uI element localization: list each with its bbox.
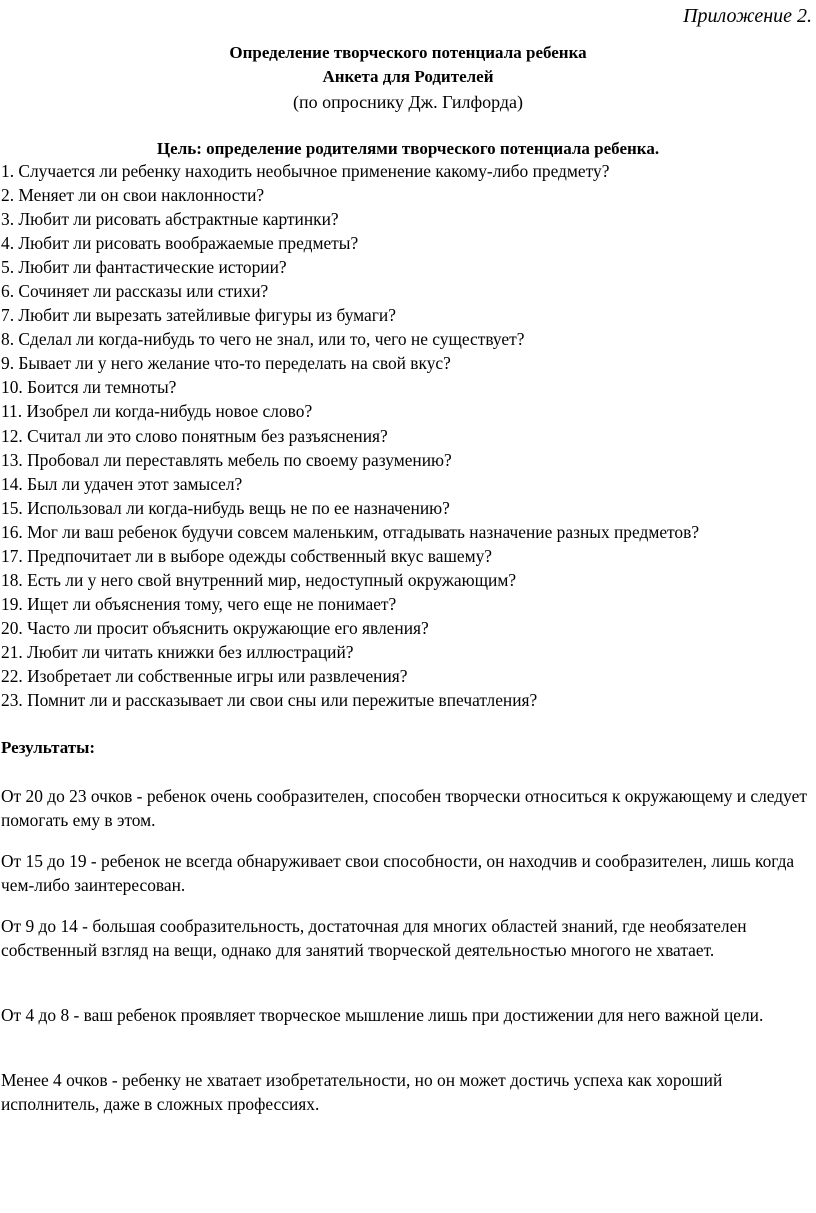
question-item: 9. Бывает ли у него желание что-то переделать на свой вкус? [1, 353, 451, 374]
question-item: 5. Любит ли фантастические истории? [1, 257, 287, 278]
question-item: 21. Любит ли читать книжки без иллюстраций? [1, 641, 354, 662]
question-item: 20. Часто ли просит объяснить окружающие его явления? [1, 617, 429, 638]
results-heading: Результаты: [1, 738, 96, 757]
question-item: 16. Мог ли ваш ребенок будучи совсем маленьким, отгадывать назначение разных предметов? [1, 521, 700, 542]
question-item: 13. Пробовал ли переставлять мебель по своему разумению? [1, 449, 452, 470]
question-item: 6. Сочиняет ли рассказы или стихи? [1, 281, 269, 302]
question-item: 15. Использовал ли когда-нибудь вещь не по ее назначению? [1, 497, 450, 518]
source-note: (по опроснику Дж. Гилфорда) [292, 92, 524, 112]
question-item: 7. Любит ли вырезать затейливые фигуры из бумаги? [1, 305, 396, 326]
result-paragraph: От 20 до 23 очков - ребенок очень сообразителен, способен творчески относиться к окружающему и следует помогать ему в этом. [1, 786, 807, 830]
question-item: 2. Меняет ли он свои наклонности? [1, 185, 265, 206]
result-paragraph: От 4 до 8 - ваш ребенок проявляет творческое мышление лишь при достижении для него важной цели. [1, 1005, 764, 1025]
question-item: 18. Есть ли у него свой внутренний мир, недоступный окружающим? [1, 569, 517, 590]
result-paragraph: Менее 4 очков - ребенку не хватает изобретательности, но он может достичь успеха как хороший исполнитель, даже в сложных профессиях. [1, 1070, 723, 1114]
result-paragraph: От 15 до 19 - ребенок не всегда обнаруживает свои способности, он находчив и сообразителен, лишь когда чем-либо заинтересован. [1, 851, 795, 895]
question-item: 22. Изобретает ли собственные игры или развлечения? [1, 665, 408, 686]
question-item: 1. Случается ли ребенку находить необычное применение какому-либо предмету? [1, 161, 610, 181]
question-item: 10. Боится ли темноты? [1, 377, 177, 398]
question-item: 17. Предпочитает ли в выборе одежды собственный вкус вашему? [1, 545, 492, 566]
document-title: Определение творческого потенциала ребенка [229, 43, 587, 62]
question-item: 19. Ищет ли объяснения тому, чего еще не понимает? [1, 593, 397, 614]
document-subtitle: Анкета для Родителей [322, 67, 494, 86]
question-item: 11. Изобрел ли когда-нибудь новое слово? [1, 401, 313, 422]
appendix-label: Приложение 2. [683, 5, 812, 27]
question-item: 4. Любит ли рисовать воображаемые предметы? [1, 233, 359, 254]
question-item: 3. Любит ли рисовать абстрактные картинки? [1, 209, 339, 230]
goal-statement: Цель: определение родителями творческого потенциала ребенка. [156, 139, 660, 158]
result-paragraph: От 9 до 14 - большая сообразительность, достаточная для многих областей знаний, где необязателен собственный взгляд на вещи, однако для занятий творческой деятельностью многого не хватает. [1, 916, 747, 960]
question-item: 14. Был ли удачен этот замысел? [1, 473, 243, 494]
question-item: 12. Считал ли это слово понятным без разъяснения? [1, 425, 388, 446]
question-item: 23. Помнит ли и рассказывает ли свои сны или пережитые впечатления? [1, 690, 538, 711]
question-item: 8. Сделал ли когда-нибудь то чего не знал, или то, чего не существует? [1, 329, 525, 350]
question-list [1, 159, 699, 712]
